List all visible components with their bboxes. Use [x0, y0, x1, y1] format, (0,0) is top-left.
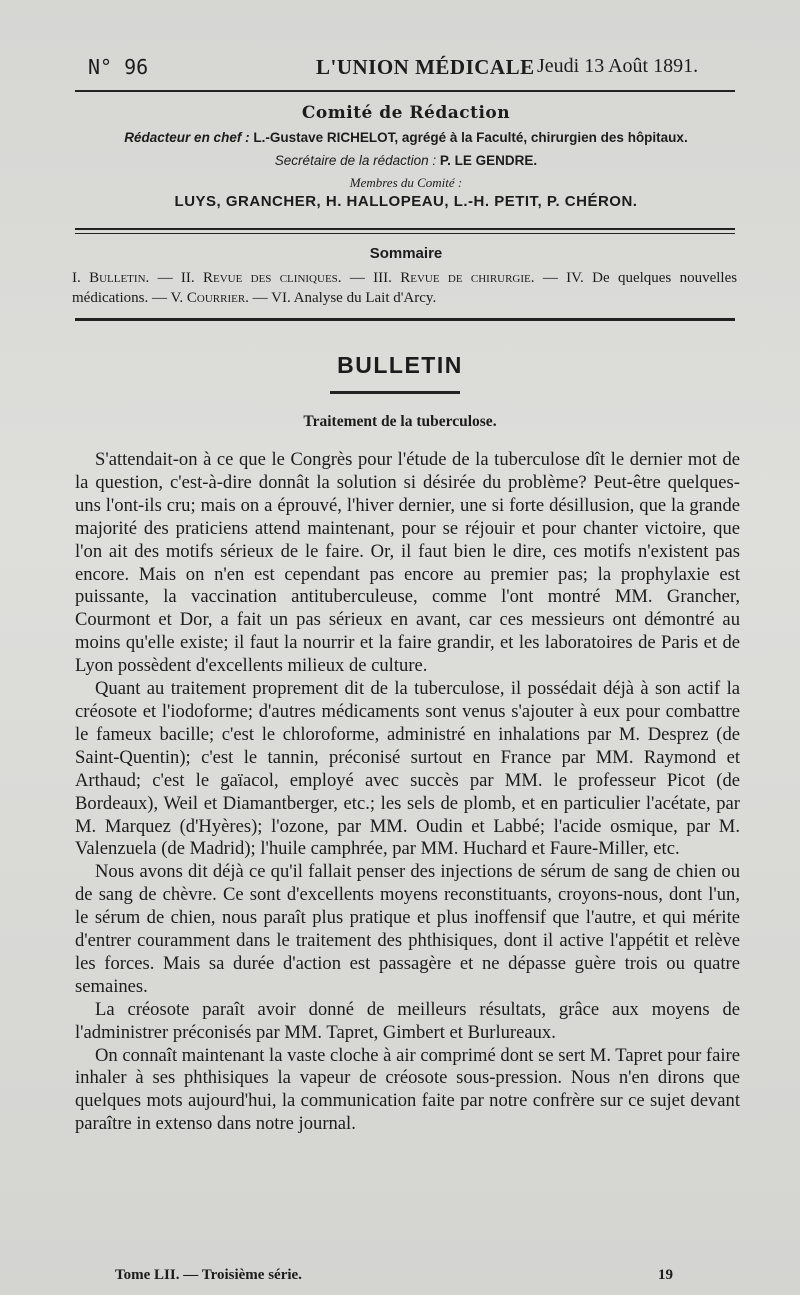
members-label: Membres du Comité : — [349, 175, 463, 190]
article-body — [75, 449, 740, 1136]
summary-list: I. Bulletin. — II. Revue des cliniques. — III. Revue de chirurgie. — IV. De quelques nouvelles médications. — V. Courrier. — VI. Analyse du Lait d'Arcy. — [72, 270, 738, 306]
summary-item: VI. Analyse du Lait d'Arcy. — [271, 290, 437, 306]
secretary-label: Secrétaire de la rédaction : — [274, 153, 437, 168]
paragraph: Quant au traitement proprement dit de la tuberculose, il possédait déjà à son actif la créosote et l'iodoforme; d'autres médicaments sont venus s'ajouter à eux pour combattre le fameux bacille; c'est le chloroforme, administré en inhalations par M. Desprez (de Saint-Quentin); c'est le tannin, préconisé surtout en France par MM. Raymond et Arthaud; c'est le gaïacol, employé avec succès par MM. le professeur Picot (de Bordeaux), Weil et Diamantberger, etc.; les sels de plomb, et en particulier l'acétate, par M. Marquez (d'Hyères); l'ozone, par MM. Oudin et Labbé; l'acide osmique, par M. Valenzuela (de Madrid); l'huile camphrée, par MM. Huchard et Faure-Miller, etc. — [75, 678, 740, 860]
secretary-line — [72, 153, 740, 168]
paragraph: On connaît maintenant la vaste cloche à air comprimé dont se sert M. Tapret pour faire inhaler à ses phthisiques la vapeur de créosote sous-pression. Nous n'en dirons que quelques mots aujourd'hui, la communication faite par notre confrère sur ce sujet devant paraître in extenso dans notre journal. — [75, 1044, 740, 1135]
summary-item: V. Courrier. — [170, 290, 249, 306]
editor-label: Rédacteur en chef : — [124, 130, 250, 145]
editor-line — [72, 130, 740, 145]
issue-date: Jeudi 13 Août 1891. — [537, 55, 699, 77]
paragraph: Nous avons dit déjà ce qu'il fallait penser des injections de sérum de sang de chien ou de sang de chèvre. Ce sont d'excellents moyens reconstituants, croyons-nous, dont l'un, le sérum de chien, nous paraît plus pratique et plus inoffensif que l'autre, et qui mérite d'entrer couramment dans le traitement des phthisiques, dont il active l'appétit et relève les forces. Mais sa durée d'action est passagère et ne dépasse guère trois ou quatre semaines. — [75, 861, 740, 997]
journal-title: L'UNION MÉDICALE — [316, 55, 535, 79]
committee-rule-top — [75, 228, 735, 230]
committee-title: Comité de Rédaction — [301, 103, 511, 123]
summary-item: II. Revue des cliniques. — [180, 270, 342, 286]
members-list: LUYS, GRANCHER, H. HALLOPEAU, L.-H. PETIT, P. CHÉRON. — [174, 193, 638, 210]
bulletin-heading: BULLETIN — [337, 352, 463, 378]
secretary-name: P. LE GENDRE. — [439, 153, 538, 168]
summary-item: I. Bulletin. — [72, 270, 150, 286]
page-number: 19 — [658, 1267, 673, 1283]
header-rule — [75, 90, 735, 92]
editor-text: L.-Gustave RICHELOT, agrégé à la Faculté, chirurgien des hôpitaux. — [253, 130, 688, 145]
committee-rule-bottom — [75, 233, 735, 234]
summary-item: IV. De quelques nouvelles médications. — [72, 270, 738, 306]
paragraph: La créosote paraît avoir donné de meilleurs résultats, grâce aux moyens de l'administrer préconisés par MM. Tapret, Gimbert et Burlureaux. — [75, 998, 740, 1043]
volume-footer: Tome LII. — Troisième série. — [115, 1267, 302, 1283]
summary-title: Sommaire — [369, 245, 443, 262]
running-header — [0, 55, 800, 85]
issue-number: N° 96 — [88, 55, 149, 79]
bulletin-underline — [330, 391, 460, 394]
summary-rule — [75, 318, 735, 321]
article-title: Traitement de la tuberculose. — [303, 413, 497, 430]
paragraph: S'attendait-on à ce que le Congrès pour l'étude de la tuberculose dît le dernier mot de la question, c'est-à-dire donnât la solution si désirée du problème? Peut-être quelques-uns l'ont-ils cru; mais on a éprouvé, l'hiver dernier, une si forte désillusion, que la grande majorité des praticiens attend maintenant, pour se réjouir et pour chanter victoire, que l'on ait des motifs sérieux de le faire. Or, il faut bien le dire, ces motifs n'existent pas encore. Mais on n'en est cependant pas encore au premier pas; la prophylaxie est puissante, la vaccination antituberculeuse, comme l'ont montré MM. Grancher, Courmont et Dor, a fait un pas sérieux en avant, car ces messieurs ont démontré au moins qu'elle existe; il faut la nourrir et la faire grandir, et les laboratoires de Paris et de Lyon possèdent d'excellents milieux de culture. — [75, 449, 740, 677]
summary-item: III. Revue de chirurgie. — [373, 270, 535, 286]
